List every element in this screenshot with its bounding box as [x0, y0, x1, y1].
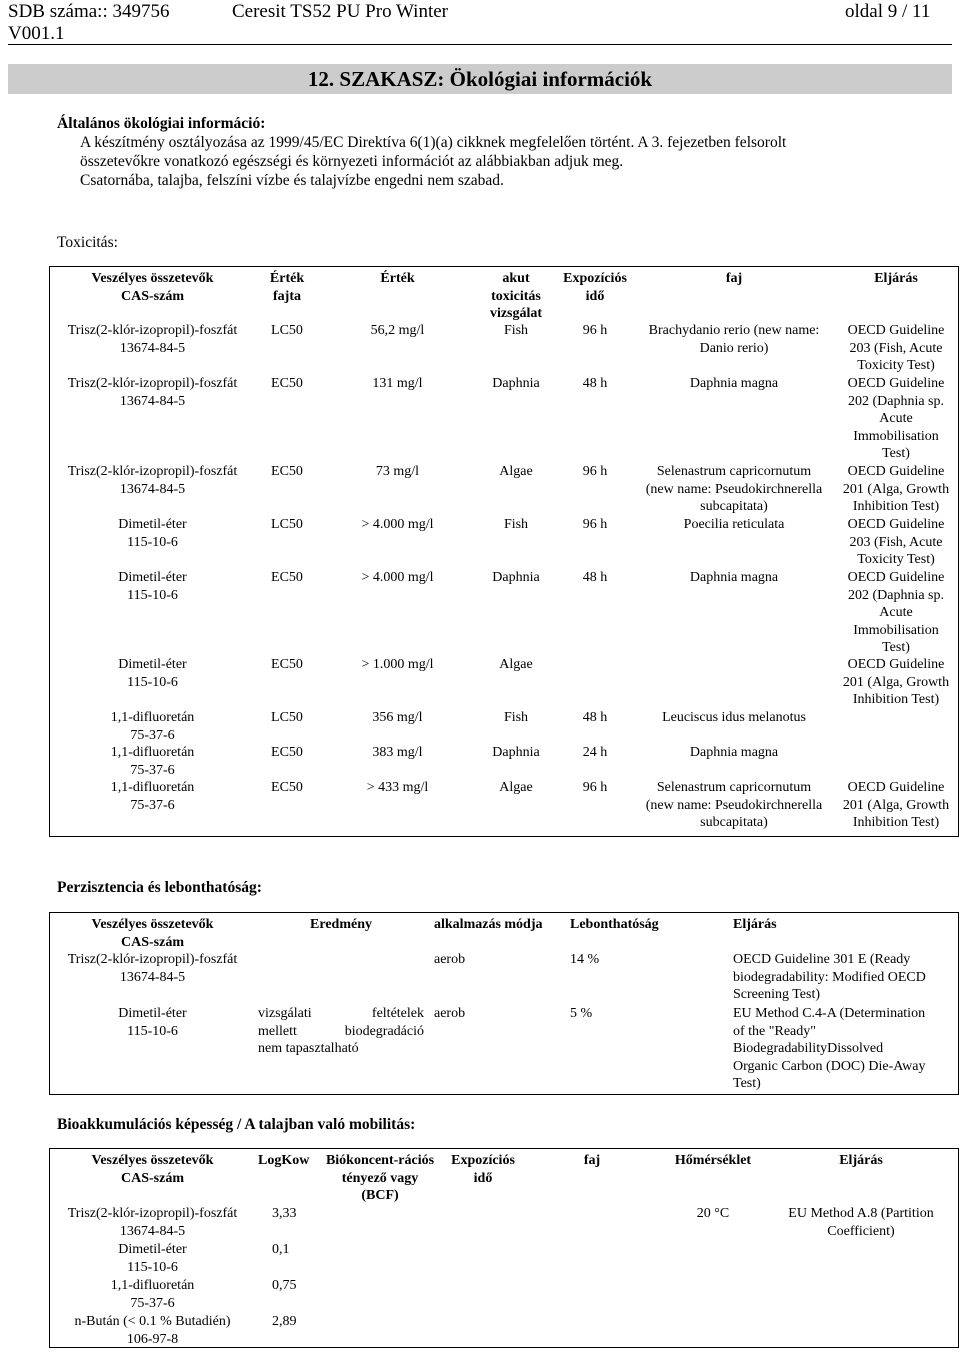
pers-component-line: Dimetil-éter: [118, 1006, 187, 1021]
pers-method-line: Organic Carbon (DOC) Die-Away: [733, 1058, 926, 1074]
tox-species-line: Brachydanio rerio (new name:: [648, 323, 820, 338]
pers-mode: [434, 1005, 566, 1023]
bio-header-bcf-2: tényező vagy: [341, 1170, 419, 1186]
tox-value-line: 131 mg/l: [372, 376, 423, 391]
tox-exposure: [556, 779, 634, 797]
pers-method-line: OECD Guideline 301 E (Ready: [733, 952, 911, 967]
tox-species-line: subcapitata): [700, 815, 768, 830]
pers-deg-line: 5 %: [570, 1006, 593, 1021]
tox-value-type-line: EC50: [271, 570, 303, 585]
pers-result-line: vizsgálati feltételek: [258, 1006, 424, 1021]
tox-method: [834, 656, 958, 709]
tox-exposure-line: 96 h: [582, 517, 608, 532]
pers-header-result: Eredmény: [310, 917, 372, 932]
pers-col-component: [50, 916, 255, 951]
bio-logkow-line: 0,1: [272, 1242, 290, 1257]
bio-component-line: 75-37-6: [130, 1295, 175, 1311]
tox-value-line: > 1.000 mg/l: [361, 657, 434, 672]
tox-value-type-line: EC50: [271, 376, 303, 391]
tox-component-line: 13674-84-5: [119, 393, 186, 409]
tox-col-species: [636, 270, 832, 288]
tox-exposure-line: 48 h: [582, 570, 608, 585]
tox-species-line: Leuciscus idus melanotus: [662, 710, 806, 725]
tox-acute-test: [476, 569, 556, 587]
tox-value-type: [258, 779, 316, 797]
tox-species-line: (new name: Pseudokirchnerella: [645, 481, 823, 497]
tox-value-type-line: LC50: [271, 323, 303, 338]
tox-value-line: > 433 mg/l: [366, 780, 429, 795]
bio-col-logkow: [258, 1152, 320, 1170]
pers-result-line: mellett biodegradáció: [258, 1023, 424, 1039]
tox-species-line: subcapitata): [700, 499, 768, 514]
tox-col-method: [834, 270, 958, 288]
pers-component-line: 13674-84-5: [119, 969, 186, 985]
bio-component-line: n-Bután (< 0.1 % Butadién): [74, 1314, 231, 1329]
tox-exposure: [556, 322, 634, 340]
tox-method-line: 201 (Alga, Growth: [842, 481, 950, 497]
sdb-number: SDB száma:: 349756: [8, 1, 170, 22]
tox-exposure: [556, 744, 634, 762]
bio-logkow: [272, 1205, 320, 1223]
tox-value: [320, 375, 475, 393]
tox-col-acute: [476, 270, 556, 323]
tox-method-line: 201 (Alga, Growth: [842, 797, 950, 813]
tox-value: [320, 656, 475, 674]
tox-component-line: 75-37-6: [130, 762, 175, 778]
tox-component: [50, 656, 255, 691]
tox-value: [320, 322, 475, 340]
tox-method-line: Inhibition Test): [852, 499, 940, 514]
tox-method-line: 203 (Fish, Acute: [849, 340, 943, 356]
tox-acute-test-line: Fish: [503, 323, 529, 338]
tox-value-type-line: LC50: [271, 710, 303, 725]
tox-value-type-line: EC50: [271, 780, 303, 795]
tox-exposure-line: 24 h: [582, 745, 608, 760]
bio-header-species: faj: [583, 1153, 601, 1168]
bio-header-bcf-1: Biókoncent-rációs: [325, 1153, 435, 1168]
tox-component: [50, 375, 255, 410]
tox-species: [636, 744, 832, 762]
tox-acute-test: [476, 322, 556, 340]
bio-component-line: 115-10-6: [127, 1259, 178, 1275]
pers-header-deg: Lebonthatóság: [570, 917, 659, 932]
tox-header-value: Érték: [269, 271, 305, 286]
bio-component-line: 1,1-difluoretán: [110, 1278, 195, 1293]
tox-value-line: 56,2 mg/l: [370, 323, 425, 338]
tox-method-line: Immobilisation: [853, 428, 939, 444]
tox-acute-test: [476, 656, 556, 674]
bio-header-time: idő: [473, 1170, 493, 1186]
bio-component-line: Dimetil-éter: [118, 1242, 187, 1257]
bio-header-method: Eljárás: [839, 1153, 883, 1168]
tox-value-type: [258, 463, 316, 481]
tox-component: [50, 569, 255, 604]
pers-component-line: 115-10-6: [127, 1023, 178, 1039]
tox-component: [50, 779, 255, 814]
tox-acute-test: [476, 516, 556, 534]
tox-method-line: 203 (Fish, Acute: [849, 534, 943, 550]
tox-method: [834, 779, 958, 832]
bio-component: [50, 1313, 255, 1348]
tox-col-exposure: [556, 270, 634, 305]
general-heading: Általános ökológiai információ:: [57, 115, 266, 132]
tox-value-type: [258, 375, 316, 393]
bio-logkow-line: 0,75: [272, 1278, 297, 1293]
tox-value-line: 383 mg/l: [372, 745, 423, 760]
tox-method-line: OECD Guideline: [847, 376, 945, 391]
pers-component-line: Trisz(2-klór-izopropil)-foszfát: [67, 952, 238, 967]
bio-col-component: [50, 1152, 255, 1187]
tox-value: [320, 709, 475, 727]
tox-value-line: 356 mg/l: [372, 710, 423, 725]
pers-method-line: of the "Ready": [733, 1023, 816, 1039]
tox-value-type-line: EC50: [271, 657, 303, 672]
tox-species: [636, 375, 832, 393]
pers-col-mode: [434, 916, 566, 934]
tox-component: [50, 463, 255, 498]
tox-species-line: Daphnia magna: [689, 745, 779, 760]
bio-col-temp: [662, 1152, 764, 1170]
tox-method-line: Test): [882, 446, 910, 461]
tox-acute-test-line: Algae: [499, 464, 533, 479]
tox-exposure: [556, 463, 634, 481]
tox-species: [636, 516, 832, 534]
pers-method: [733, 951, 955, 1004]
pers-deg-line: 14 %: [570, 952, 600, 967]
tox-method-line: Inhibition Test): [852, 815, 940, 830]
tox-acute-test: [476, 709, 556, 727]
tox-exposure: [556, 709, 634, 727]
tox-header-method: Eljárás: [874, 271, 918, 286]
bio-component-line: Trisz(2-klór-izopropil)-foszfát: [67, 1206, 238, 1221]
tox-exposure-line: 96 h: [582, 323, 608, 338]
toxicity-heading: Toxicitás:: [57, 234, 118, 251]
pers-method: [733, 1005, 955, 1093]
tox-component-line: Trisz(2-klór-izopropil)-foszfát: [67, 323, 238, 338]
tox-value-type: [258, 744, 316, 762]
pers-deg: [570, 1005, 730, 1023]
pers-mode: [434, 951, 566, 969]
tox-acute-test-line: Algae: [499, 657, 533, 672]
tox-method-line: OECD Guideline: [847, 657, 945, 672]
tox-exposure: [556, 569, 634, 587]
bio-component-line: 13674-84-5: [119, 1223, 186, 1239]
pers-header-component: Veszélyes összetevők: [91, 917, 214, 932]
tox-header-species: faj: [725, 271, 743, 286]
tox-header-test: vizsgálat: [489, 306, 543, 321]
pers-col-method: [733, 916, 955, 934]
bio-component: [50, 1277, 255, 1312]
tox-exposure-line: 48 h: [582, 376, 608, 391]
tox-acute-test-line: Fish: [503, 710, 529, 725]
tox-species-line: Selenastrum capricornutum: [656, 780, 812, 795]
tox-acute-test: [476, 779, 556, 797]
page-number: oldal 9 / 11: [845, 1, 931, 22]
tox-value-line: > 4.000 mg/l: [361, 570, 434, 585]
pers-method-line: biodegradability: Modified OECD: [733, 969, 926, 985]
pers-col-result: [258, 916, 424, 934]
tox-header-time: idő: [585, 288, 605, 304]
tox-method: [834, 463, 958, 516]
bio-logkow-line: 3,33: [272, 1206, 297, 1221]
tox-component-line: 13674-84-5: [119, 481, 186, 497]
bio-header-logkow: LogKow: [258, 1153, 310, 1168]
tox-value-type: [258, 656, 316, 674]
pers-col-deg: [570, 916, 730, 934]
tox-component-line: 75-37-6: [130, 797, 175, 813]
tox-component: [50, 709, 255, 744]
tox-acute-test-line: Daphnia: [492, 745, 540, 760]
tox-method-line: Immobilisation: [853, 622, 939, 638]
tox-header-component: Veszélyes összetevők: [91, 271, 214, 286]
tox-component-line: 75-37-6: [130, 727, 175, 743]
tox-acute-test: [476, 744, 556, 762]
pers-component: [50, 1005, 255, 1040]
general-line-2: összetevőkre vonatkozó egészségi és környezeti információt az alábbiakban adjuk meg.: [80, 153, 624, 170]
tox-method-line: Acute: [879, 605, 913, 620]
tox-header-exposure: Expozíciós: [563, 271, 627, 286]
pers-component: [50, 951, 255, 986]
bio-method-line: Coefficient): [827, 1223, 895, 1239]
bioaccumulation-heading: Bioakkumulációs képesség / A talajban való mobilitás:: [57, 1116, 416, 1133]
tox-exposure-line: 96 h: [582, 464, 608, 479]
version: V001.1: [8, 23, 65, 44]
bio-component: [50, 1241, 255, 1276]
tox-value: [320, 779, 475, 797]
tox-value-type-line: LC50: [271, 517, 303, 532]
tox-method: [834, 516, 958, 569]
tox-exposure: [556, 516, 634, 534]
bio-temp-line: 20 °C: [696, 1206, 730, 1221]
bio-logkow: [272, 1313, 320, 1331]
bio-col-species: [524, 1152, 660, 1170]
tox-value-type: [258, 322, 316, 340]
tox-method-line: OECD Guideline: [847, 464, 945, 479]
tox-method-line: OECD Guideline: [847, 780, 945, 795]
bio-col-exposure: [444, 1152, 522, 1187]
tox-species-line: Danio rerio): [699, 340, 769, 356]
tox-value: [320, 744, 475, 762]
bio-temp: [662, 1205, 764, 1223]
tox-species: [636, 709, 832, 727]
tox-method: [834, 322, 958, 375]
tox-component: [50, 516, 255, 551]
tox-method-line: Toxicity Test): [857, 552, 935, 567]
tox-component-line: Dimetil-éter: [118, 570, 187, 585]
header-rule: [8, 44, 952, 45]
tox-method-line: Inhibition Test): [852, 692, 940, 707]
tox-value-type: [258, 569, 316, 587]
tox-component-line: 13674-84-5: [119, 340, 186, 356]
tox-acute-test: [476, 375, 556, 393]
tox-header-value2: Érték: [380, 271, 415, 286]
tox-col-component: [50, 270, 255, 305]
tox-method-line: OECD Guideline: [847, 323, 945, 338]
tox-value: [320, 463, 475, 481]
pers-result: [258, 1005, 424, 1058]
tox-method-line: Acute: [879, 411, 913, 426]
tox-method: [834, 375, 958, 463]
tox-species-line: Daphnia magna: [689, 376, 779, 391]
pers-mode-line: aerob: [434, 1006, 466, 1021]
tox-component-line: 115-10-6: [127, 674, 178, 690]
tox-species: [636, 779, 832, 832]
bio-logkow: [272, 1241, 320, 1259]
tox-header-acute: akut: [502, 271, 530, 286]
tox-species: [636, 322, 832, 357]
tox-acute-test-line: Daphnia: [492, 376, 540, 391]
bio-logkow-line: 2,89: [272, 1314, 297, 1329]
tox-method-line: 202 (Daphnia sp.: [847, 587, 945, 603]
tox-value-line: 73 mg/l: [375, 464, 420, 479]
tox-component-line: 1,1-difluoretán: [110, 745, 195, 760]
tox-acute-test: [476, 463, 556, 481]
tox-method-line: 201 (Alga, Growth: [842, 674, 950, 690]
tox-method-line: Toxicity Test): [857, 358, 935, 373]
tox-exposure-line: 96 h: [582, 780, 608, 795]
bio-logkow: [272, 1277, 320, 1295]
pers-result-line: nem tapasztalható: [258, 1041, 359, 1056]
persistence-heading: Perzisztencia és lebonthatóság:: [57, 879, 262, 896]
pers-mode-line: aerob: [434, 952, 466, 967]
tox-component-line: 115-10-6: [127, 534, 178, 550]
bio-component-line: 106-97-8: [126, 1331, 179, 1347]
tox-exposure-line: 48 h: [582, 710, 608, 725]
tox-component-line: Dimetil-éter: [118, 657, 187, 672]
tox-header-type: fajta: [273, 288, 301, 304]
tox-exposure: [556, 375, 634, 393]
tox-species: [636, 463, 832, 516]
section-title: 12. SZAKASZ: Ökológiai információk: [307, 66, 653, 91]
general-line-3: Csatornába, talajba, felszíni vízbe és talajvízbe engedni nem szabad.: [80, 172, 504, 189]
tox-method-line: OECD Guideline: [847, 570, 945, 585]
bio-col-method: [766, 1152, 956, 1170]
tox-species-line: Poecilia reticulata: [683, 517, 785, 532]
pers-method-line: Test): [733, 1076, 761, 1091]
tox-component-line: 1,1-difluoretán: [110, 710, 195, 725]
tox-acute-test-line: Algae: [499, 780, 533, 795]
tox-value-type-line: EC50: [271, 745, 303, 760]
tox-value-type: [258, 709, 316, 727]
tox-component: [50, 744, 255, 779]
tox-component-line: Trisz(2-klór-izopropil)-foszfát: [67, 464, 238, 479]
tox-value-type-line: EC50: [271, 464, 303, 479]
tox-component-line: Dimetil-éter: [118, 517, 187, 532]
tox-method-line: Test): [882, 640, 910, 655]
pers-header-cas: CAS-szám: [121, 934, 184, 950]
general-line-1: A készítmény osztályozása az 1999/45/EC Direktíva 6(1)(a) cikknek megfelelően történt. A 3. fejezetben felsorolt: [80, 134, 787, 151]
tox-species-line: Selenastrum capricornutum: [656, 464, 812, 479]
tox-value: [320, 569, 475, 587]
bio-header-bcf-3: (BCF): [361, 1188, 399, 1203]
bio-header-exposure: Expozíciós: [451, 1153, 515, 1168]
tox-method-line: 202 (Daphnia sp.: [847, 393, 945, 409]
bio-col-bcf: [318, 1152, 442, 1205]
bio-component: [50, 1205, 255, 1240]
tox-value: [320, 516, 475, 534]
tox-value-type: [258, 516, 316, 534]
bio-header-temp: Hőmérséklet: [674, 1153, 752, 1168]
tox-method-line: OECD Guideline: [847, 517, 945, 532]
pers-header-method: Eljárás: [733, 917, 777, 932]
pers-method-line: EU Method C.4-A (Determination: [733, 1006, 926, 1021]
tox-component-line: Trisz(2-klór-izopropil)-foszfát: [67, 376, 238, 391]
tox-species-line: Daphnia magna: [689, 570, 779, 585]
bio-method-line: EU Method A.8 (Partition: [788, 1206, 934, 1221]
tox-acute-test-line: Fish: [503, 517, 529, 532]
bio-method: [766, 1205, 956, 1240]
tox-header-toxicity: toxicitás: [491, 288, 541, 304]
tox-component: [50, 322, 255, 357]
tox-acute-test-line: Daphnia: [492, 570, 540, 585]
tox-col-value-type: [258, 270, 316, 305]
tox-method: [834, 569, 958, 657]
pers-method-line: BiodegradabilityDissolved: [733, 1041, 884, 1056]
tox-species: [636, 569, 832, 587]
tox-header-cas: CAS-szám: [121, 288, 184, 304]
bio-header-component: Veszélyes összetevők: [91, 1153, 214, 1168]
tox-component-line: 115-10-6: [127, 587, 178, 603]
product-name: Ceresit TS52 PU Pro Winter: [232, 1, 448, 22]
tox-value-line: > 4.000 mg/l: [361, 517, 434, 532]
pers-method-line: Screening Test): [733, 987, 821, 1002]
bio-header-cas: CAS-szám: [121, 1170, 184, 1186]
section-banner: [8, 64, 952, 94]
tox-col-value: [320, 270, 475, 288]
pers-deg: [570, 951, 730, 969]
pers-header-mode: alkalmazás módja: [434, 917, 543, 932]
tox-component-line: 1,1-difluoretán: [110, 780, 195, 795]
tox-species-line: (new name: Pseudokirchnerella: [645, 797, 823, 813]
